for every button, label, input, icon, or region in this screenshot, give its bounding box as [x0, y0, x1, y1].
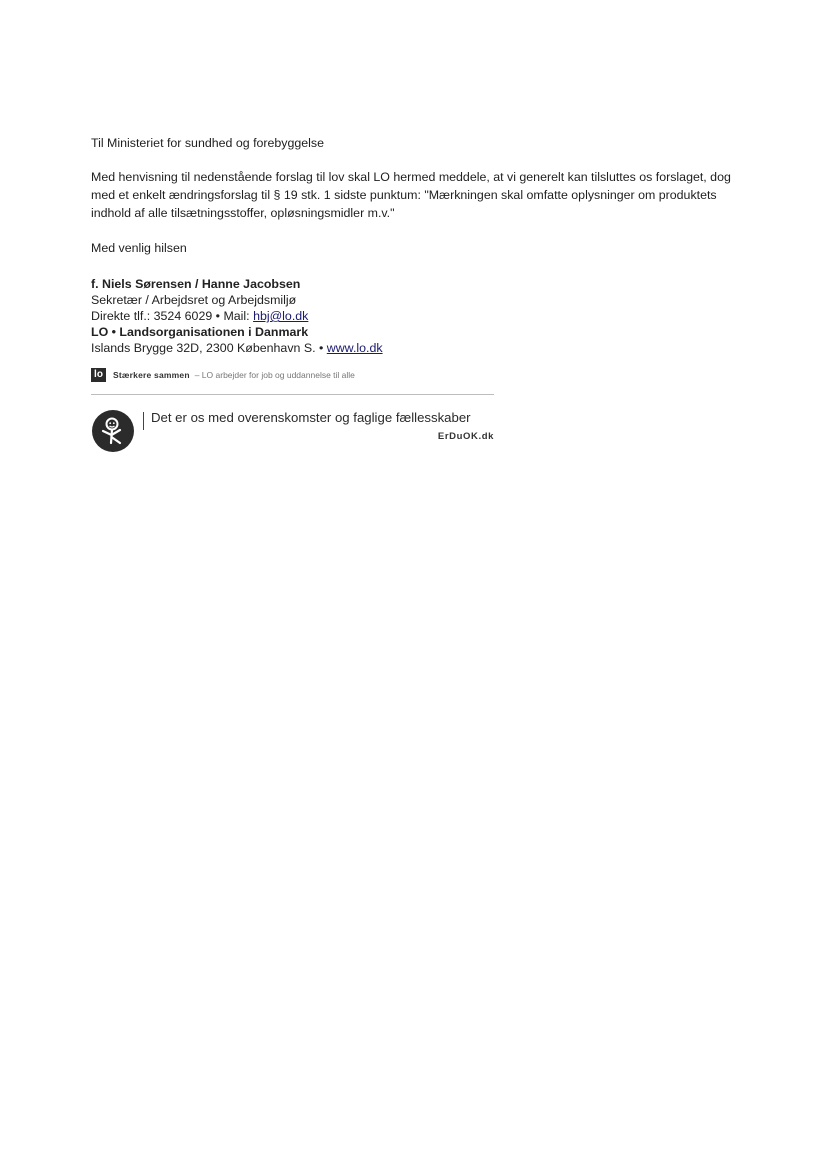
erduok-figure-icon: [92, 410, 134, 452]
erduok-footer: [91, 408, 494, 458]
email-link[interactable]: hbj@lo.dk: [253, 309, 309, 323]
website-link[interactable]: www.lo.dk: [326, 341, 383, 355]
banner-rest-text: – LO arbejder for job og uddannelse til alle: [194, 370, 355, 380]
signature-names: f. Niels Sørensen / Hanne Jacobsen: [91, 277, 301, 291]
letter-paragraph: Med henvisning til nedenstående forslag til lov skal LO hermed meddele, at vi generelt kan tilsluttes os forslaget, dog med et enkelt ændringsforslag til § 19 stk. 1 sidste punktum: "Mærkningen skal omfatte oplysninger om produktets indhold af alle tilsætningsstoffer, opløsningsmidler m.v.": [91, 170, 731, 220]
letter: [91, 134, 731, 458]
signature-contact: [91, 308, 731, 324]
footer-slogan: Det er os med overenskomster og faglige fællesskaber: [151, 410, 471, 425]
address-text: Islands Brygge 32D, 2300 København S. •: [91, 341, 327, 355]
signature-address: [91, 340, 731, 356]
closing-line: Med venlig hilsen: [91, 241, 187, 255]
signature-title: Sekretær / Arbejdsret og Arbejdsmiljø: [91, 293, 297, 307]
signature-organization: LO • Landsorganisationen i Danmark: [91, 325, 309, 339]
lo-banner: [91, 367, 731, 383]
divider: [91, 394, 494, 395]
recipient-line: Til Ministeriet for sundhed og forebyggelse: [91, 136, 325, 150]
banner-strong-text: Stærkere sammen: [113, 370, 190, 380]
footer-separator: [143, 412, 144, 430]
signature-block: [91, 276, 731, 356]
lo-logo-icon: lo: [91, 368, 106, 382]
footer-site: ErDuOK.dk: [437, 431, 494, 442]
phone-text: Direkte tlf.: 3524 6029 • Mail:: [91, 309, 254, 323]
